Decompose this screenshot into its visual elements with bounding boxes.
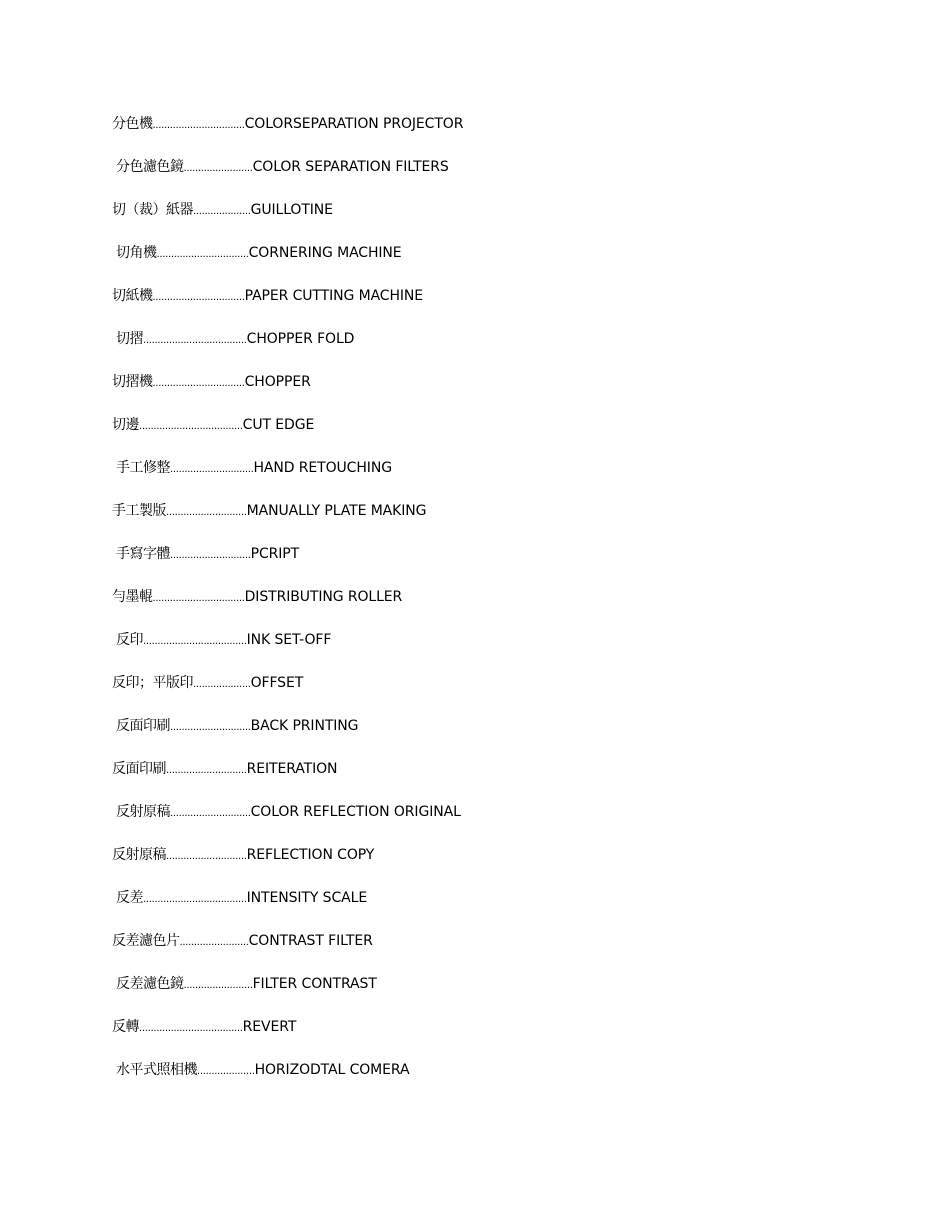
glossary-entry [112,630,463,673]
chinese-term: 分色機 [112,116,153,132]
glossary-entry [112,286,463,329]
glossary-entry [112,243,463,286]
chinese-term: 反差濾色鏡 [116,976,184,992]
dot-leader: ........................ [183,163,253,174]
english-term: BACK PRINTING [250,718,359,734]
english-term: DISTRIBUTING ROLLER [244,589,403,605]
chinese-term: 手工修整 [116,460,170,476]
english-term: FILTER CONTRAST [252,976,377,992]
glossary-list [112,114,463,1103]
dot-leader: ................................ [152,593,245,604]
chinese-term: 分色濾色鏡 [116,159,184,175]
english-term: MANUALLY PLATE MAKING [246,503,427,519]
dot-leader: .................... [193,679,251,690]
dot-leader: ................................ [152,292,245,303]
english-term: CORNERING MACHINE [248,245,402,261]
chinese-term: 勻墨輥 [112,589,153,605]
dot-leader: .................... [197,1066,255,1077]
glossary-entry [112,802,463,845]
chinese-term: 切（裁）紙器 [112,202,193,218]
dot-leader: .................... [193,206,251,217]
dot-leader: ................................ [156,249,249,260]
chinese-term: 切摺 [116,331,143,347]
dot-leader: ............................ [170,550,251,561]
chinese-term: 反轉 [112,1019,139,1035]
english-term: PAPER CUTTING MACHINE [244,288,424,304]
english-term: COLOR SEPARATION FILTERS [252,159,449,175]
dot-leader: ............................ [170,808,251,819]
chinese-term: 切紙機 [112,288,153,304]
english-term: PCRIPT [250,546,300,562]
chinese-term: 水平式照相機 [116,1062,197,1078]
dot-leader: ............................. [170,464,254,475]
glossary-entry [112,759,463,802]
glossary-entry [112,1017,463,1060]
english-term: INTENSITY SCALE [246,890,368,906]
english-term: HAND RETOUCHING [253,460,392,476]
chinese-term: 反差 [116,890,143,906]
glossary-entry [112,329,463,372]
dot-leader: ................................ [152,378,245,389]
chinese-term: 反面印刷 [116,718,170,734]
dot-leader: ............................ [166,765,247,776]
glossary-entry [112,716,463,759]
chinese-term: 反射原稿 [116,804,170,820]
chinese-term: 反印 [116,632,143,648]
glossary-entry [112,415,463,458]
english-term: HORIZODTAL COMERA [254,1062,410,1078]
glossary-entry [112,673,463,716]
english-term: REFLECTION COPY [246,847,375,863]
glossary-entry [112,974,463,1017]
english-term: CONTRAST FILTER [248,933,373,949]
glossary-entry [112,157,463,200]
english-term: OFFSET [250,675,304,691]
glossary-entry [112,587,463,630]
dot-leader: .................................... [143,335,247,346]
dot-leader: ............................ [166,851,247,862]
glossary-entry [112,1060,463,1103]
dot-leader: ........................ [183,980,253,991]
glossary-entry [112,544,463,587]
glossary-entry [112,931,463,974]
glossary-entry [112,458,463,501]
english-term: COLOR REFLECTION ORIGINAL [250,804,461,820]
dot-leader: ............................ [170,722,251,733]
chinese-term: 反射原稿 [112,847,166,863]
english-term: REVERT [242,1019,297,1035]
dot-leader: .................................... [143,636,247,647]
glossary-entry [112,372,463,415]
english-term: REITERATION [246,761,338,777]
english-term: CHOPPER FOLD [246,331,355,347]
dot-leader: .................................... [139,421,243,432]
chinese-term: 切邊 [112,417,139,433]
glossary-entry [112,501,463,544]
dot-leader: .................................... [139,1023,243,1034]
chinese-term: 手寫字體 [116,546,170,562]
dot-leader: ............................ [166,507,247,518]
english-term: GUILLOTINE [250,202,333,218]
chinese-term: 反差濾色片 [112,933,180,949]
chinese-term: 切摺機 [112,374,153,390]
chinese-term: 手工製版 [112,503,166,519]
glossary-entry [112,114,463,157]
dot-leader: ................................ [152,120,245,131]
dot-leader: ........................ [179,937,249,948]
glossary-entry [112,888,463,931]
glossary-entry [112,845,463,888]
chinese-term: 反面印刷 [112,761,166,777]
dot-leader: .................................... [143,894,247,905]
english-term: CHOPPER [244,374,311,390]
english-term: INK SET-OFF [246,632,332,648]
english-term: CUT EDGE [242,417,315,433]
english-term: COLORSEPARATION PROJECTOR [244,116,464,132]
chinese-term: 反印；平版印 [112,675,193,691]
chinese-term: 切角機 [116,245,157,261]
glossary-entry [112,200,463,243]
